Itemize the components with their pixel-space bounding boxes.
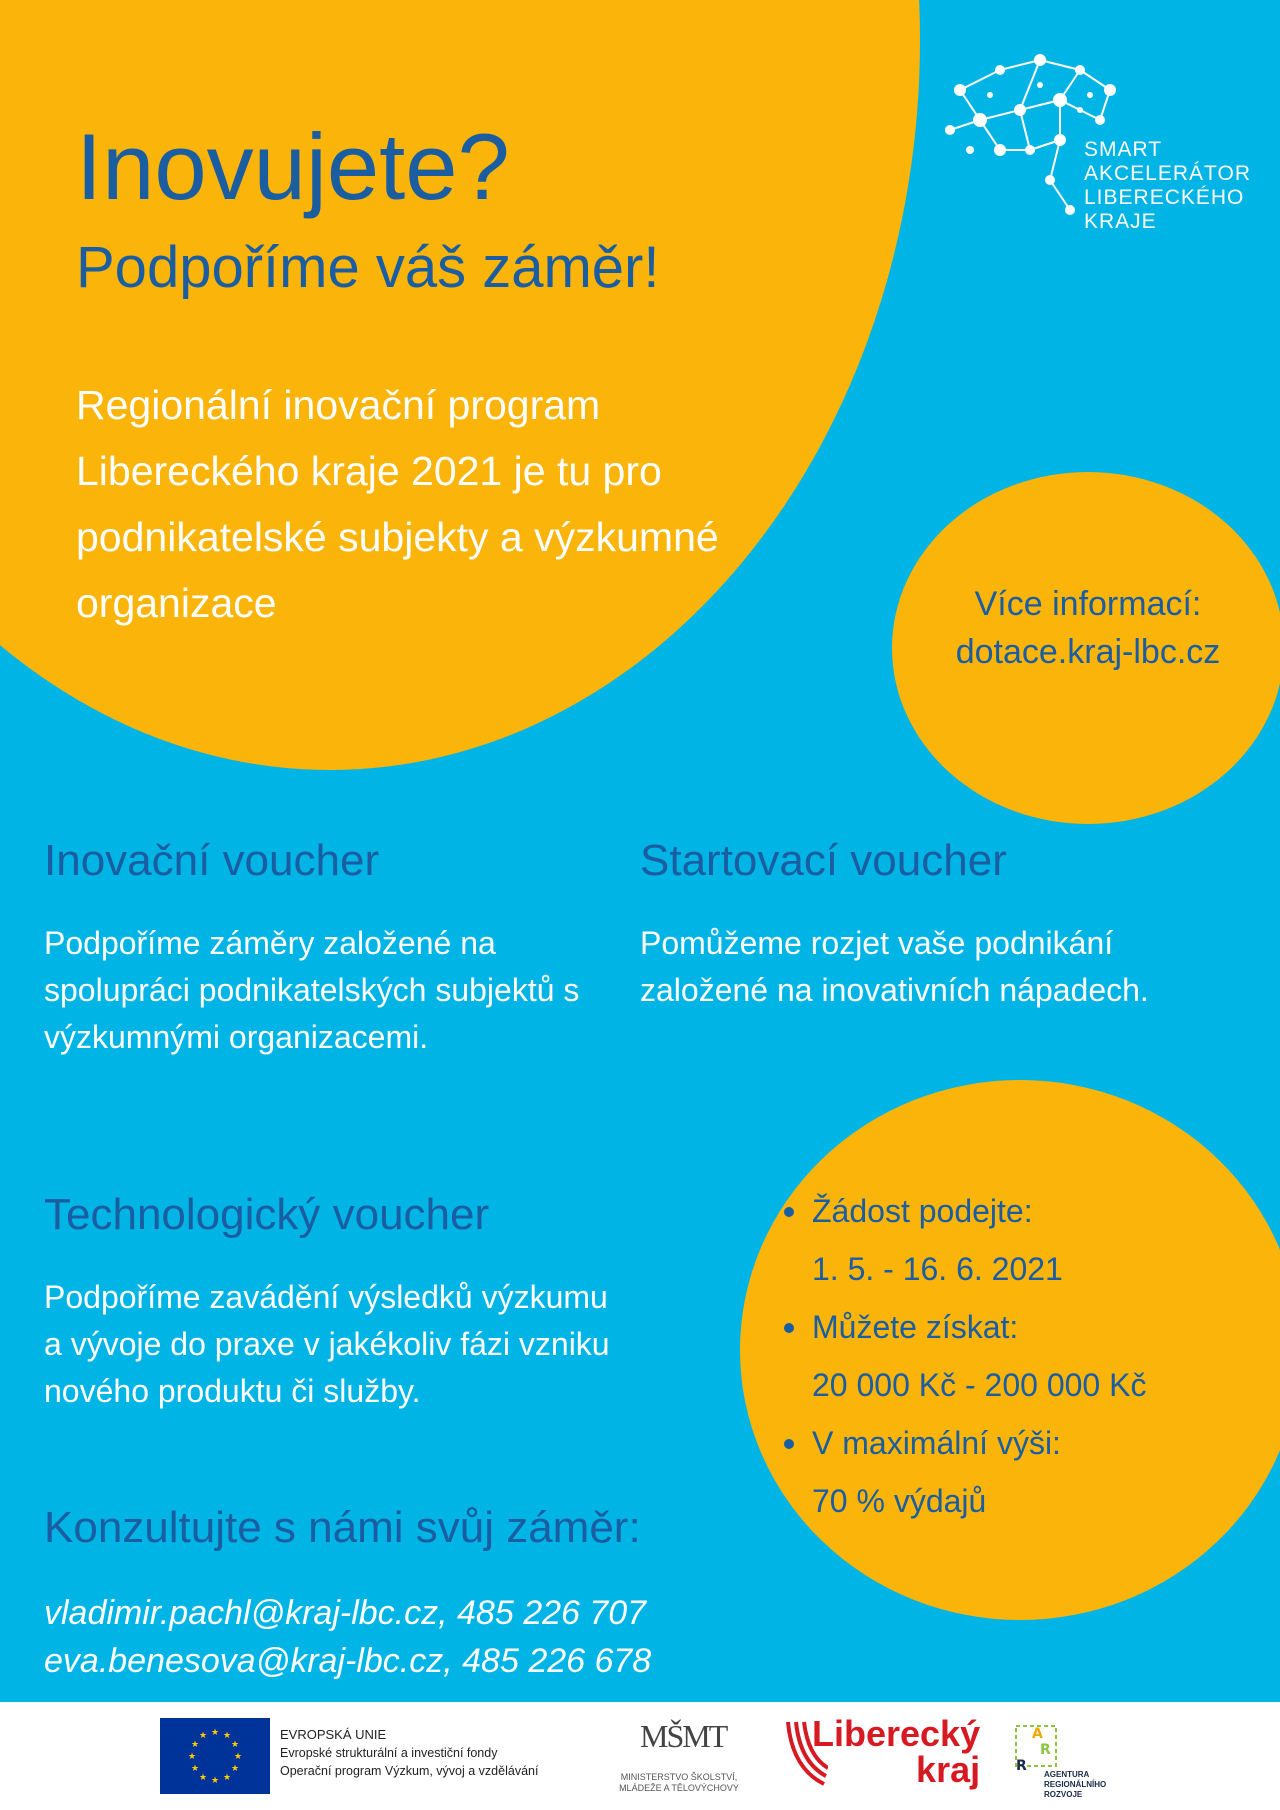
voucher-title: Inovační voucher <box>44 836 380 885</box>
voucher-text: Podpoříme zavádění výsledků výzkumu a vývoje do praxe v jakékoliv fázi vzniku nového produktu či služby. <box>44 1279 610 1409</box>
more-info-link[interactable]: dotace.kraj-lbc.cz <box>955 633 1221 671</box>
svg-text:★: ★ <box>198 1773 208 1783</box>
consult-heading: Konzultujte s námi svůj záměr: <box>44 1503 641 1552</box>
svg-text:★: ★ <box>230 1740 240 1750</box>
svg-text:R: R <box>1040 1742 1051 1758</box>
svg-text:★: ★ <box>210 1776 220 1786</box>
svg-text:R: R <box>1016 1758 1027 1774</box>
eu-flag-icon <box>160 1718 270 1794</box>
liberecky-kraj-logo: Liberecký kraj <box>812 1713 981 1790</box>
voucher-text: Pomůžeme rozjet vaše podnikání založené na inovativních nápadech. <box>640 925 1149 1008</box>
msmt-logo-mark: MŠMT <box>640 1718 727 1754</box>
apply-item-value: 1. 5. - 16. 6. 2021 <box>812 1251 1063 1287</box>
page-subtitle: Podpoříme váš záměr! <box>76 235 660 300</box>
svg-text:★: ★ <box>230 1764 240 1774</box>
more-info-label: Více informací: <box>974 585 1202 623</box>
page-title: Inovujete? <box>76 114 510 219</box>
more-info <box>892 580 1280 676</box>
contact-link[interactable]: eva.benesova@kraj-lbc.cz, 485 226 678 <box>44 1642 652 1680</box>
apply-item-label: Můžete získat: <box>812 1298 1272 1356</box>
voucher-title: Technologický voucher <box>44 1190 490 1239</box>
apply-item-label: Žádost podejte: <box>812 1182 1272 1240</box>
svg-text:★: ★ <box>190 1764 200 1774</box>
apply-details-list <box>812 1182 1272 1530</box>
voucher-text: Podpoříme záměry založené na spolupráci podnikatelských subjektů s výzkumnými organizacemi. <box>44 925 580 1055</box>
contact-link[interactable]: vladimir.pachl@kraj-lbc.cz, 485 226 707 <box>44 1594 647 1632</box>
svg-text:★: ★ <box>190 1740 200 1750</box>
intro-text: Regionální inovační program Libereckého kraje 2021 je tu pro podnikatelské subjekty a výzkumné organizace <box>76 382 719 626</box>
svg-text:★: ★ <box>198 1731 208 1741</box>
svg-text:★: ★ <box>233 1752 243 1762</box>
msmt-logo-text: MINISTERSTVO ŠKOLSTVÍ, MLÁDEŽE A TĚLOVÝCHOVY <box>619 1772 739 1793</box>
apply-item-label: V maximální výši: <box>812 1414 1272 1472</box>
svg-text:★: ★ <box>210 1728 220 1738</box>
eu-funding-text: EVROPSKÁ UNIE Evropské strukturální a investiční fondy Operační program Výzkum, vývoj a vzdělávání <box>280 1727 539 1778</box>
svg-text:★: ★ <box>222 1731 232 1741</box>
svg-text:★: ★ <box>222 1773 232 1783</box>
arr-logo-text: AGENTURA REGIONÁLNÍHO ROZVOJE <box>1044 1770 1107 1799</box>
apply-item-value: 20 000 Kč - 200 000 Kč <box>812 1367 1147 1403</box>
smart-accelerator-logo-text: SMART AKCELERÁTOR LIBERECKÉHO KRAJE <box>1084 138 1251 233</box>
apply-item-value: 70 % výdajů <box>812 1483 987 1519</box>
svg-text:★: ★ <box>187 1752 197 1762</box>
voucher-title: Startovací voucher <box>640 836 1007 885</box>
svg-text:A: A <box>1032 1726 1043 1742</box>
